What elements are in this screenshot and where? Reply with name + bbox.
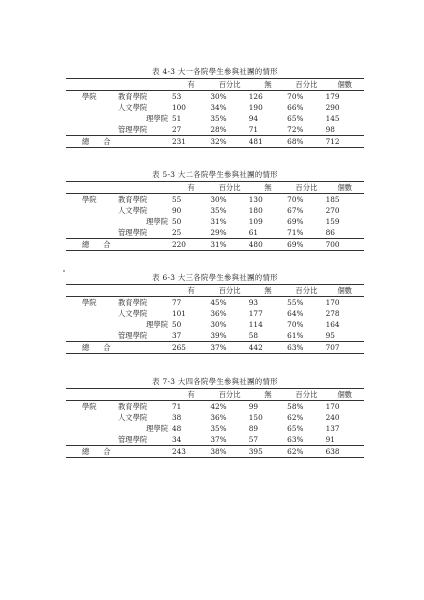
table-row: [66, 102, 364, 113]
cell-value: 180: [248, 206, 263, 215]
total-label: [66, 342, 116, 354]
cell-value: 30%: [210, 320, 227, 329]
table-body: [66, 401, 364, 458]
total-value: 243: [172, 447, 186, 456]
column-header: 有: [187, 286, 195, 295]
table-row: [66, 205, 364, 216]
table-header: [66, 79, 364, 91]
cell-value: 240: [325, 413, 340, 422]
cell-value: 170: [325, 402, 340, 411]
header-empty: [116, 79, 172, 91]
column-header: 百分比: [218, 286, 241, 295]
total-value: 63%: [287, 343, 304, 352]
total-label-char: 合: [103, 447, 111, 456]
cell-value: 93: [248, 298, 259, 307]
column-header: 無: [264, 390, 272, 399]
header-empty: [66, 182, 116, 194]
cell-value: 100: [172, 103, 186, 112]
column-header: 無: [264, 80, 272, 89]
data-table: [66, 284, 364, 354]
total-value: 69%: [287, 240, 304, 249]
cell-value: 190: [248, 103, 263, 112]
cell-value: 34: [172, 435, 182, 444]
total-value: 231: [172, 137, 186, 146]
total-label: [66, 136, 116, 148]
cell-value: 45%: [210, 298, 227, 307]
header-empty: [116, 182, 172, 194]
cell-value: 145: [325, 114, 340, 123]
table-block: [66, 272, 364, 354]
cell-value: 150: [248, 413, 263, 422]
cell-value: 179: [325, 92, 340, 101]
total-empty: [116, 136, 172, 148]
total-value: 480: [248, 240, 263, 249]
row-group-label: [66, 423, 116, 434]
table-row: [66, 330, 364, 342]
college-name: 理學院: [146, 114, 168, 123]
cell-value: 62%: [287, 413, 304, 422]
cell-value: 89: [248, 424, 259, 433]
table-row: [66, 297, 364, 309]
cell-value: 98: [325, 125, 335, 134]
college-name: 理學院: [146, 217, 168, 226]
table-row: [66, 91, 364, 103]
total-empty: [116, 342, 172, 354]
data-table: [66, 181, 364, 251]
cell-value: 185: [325, 195, 340, 204]
cell-value: 51: [172, 114, 182, 123]
cell-value: 58%: [287, 402, 304, 411]
total-row: [66, 342, 364, 354]
cell-value: 94: [248, 114, 259, 123]
cell-value: 72%: [287, 125, 304, 134]
total-label-char: 總: [82, 343, 90, 352]
total-label-char: 總: [82, 137, 90, 146]
cell-value: 55%: [287, 298, 304, 307]
total-label-char: 合: [103, 137, 111, 146]
cell-value: 69%: [287, 217, 304, 226]
total-label-char: 總: [82, 447, 90, 456]
cell-value: 91: [325, 435, 335, 444]
cell-value: 29%: [210, 228, 227, 237]
row-group-label: [66, 124, 116, 136]
total-label-char: 合: [103, 240, 111, 249]
cell-value: 38: [172, 413, 182, 422]
cell-value: 67%: [287, 206, 304, 215]
scan-speck: [63, 270, 65, 272]
table-row: [66, 412, 364, 423]
cell-value: 65%: [287, 114, 304, 123]
column-header: 百分比: [218, 183, 241, 192]
cell-value: 37: [172, 331, 182, 340]
total-value: 265: [172, 343, 186, 352]
table-block: [66, 66, 364, 148]
row-group-label: 學院: [82, 195, 97, 204]
total-label-char: 總: [82, 240, 90, 249]
total-value: 32%: [210, 137, 227, 146]
college-name: 教育學院: [118, 195, 148, 204]
column-header: 個數: [337, 183, 353, 192]
total-value: 62%: [287, 447, 304, 456]
total-value: 638: [325, 447, 340, 456]
table-caption: 表 7-3 大四各院學生參與社團的情形: [152, 377, 278, 386]
cell-value: 65%: [287, 424, 304, 433]
total-value: 700: [325, 240, 340, 249]
column-header: 個數: [337, 286, 353, 295]
cell-value: 77: [172, 298, 182, 307]
table-row: [66, 227, 364, 239]
column-header: 有: [187, 390, 195, 399]
cell-value: 37%: [210, 435, 227, 444]
college-name: 人文學院: [118, 309, 148, 318]
cell-value: 90: [172, 206, 182, 215]
table-row: [66, 319, 364, 330]
cell-value: 70%: [287, 195, 304, 204]
cell-value: 101: [172, 309, 186, 318]
cell-value: 27: [172, 125, 182, 134]
table-row: [66, 216, 364, 227]
cell-value: 290: [325, 103, 340, 112]
college-name: 理學院: [146, 320, 168, 329]
cell-value: 31%: [210, 217, 227, 226]
total-empty: [116, 239, 172, 251]
cell-value: 50: [172, 217, 182, 226]
cell-value: 270: [325, 206, 340, 215]
cell-value: 61%: [287, 331, 304, 340]
total-label-char: 合: [103, 343, 111, 352]
total-value: 707: [325, 343, 340, 352]
college-name: 人文學院: [118, 103, 148, 112]
total-value: 395: [248, 447, 263, 456]
column-header: 無: [264, 286, 272, 295]
table-caption: 表 6-3 大三各院學生參與社團的情形: [152, 273, 278, 282]
row-group-label: 學院: [82, 298, 97, 307]
cell-value: 170: [325, 298, 340, 307]
table-header: [66, 285, 364, 297]
row-group-label: [66, 227, 116, 239]
cell-value: 86: [325, 228, 335, 237]
row-group-label: [66, 216, 116, 227]
header-row: [66, 285, 364, 297]
table-body: [66, 297, 364, 354]
cell-value: 58: [248, 331, 259, 340]
cell-value: 35%: [210, 424, 227, 433]
total-row: [66, 136, 364, 148]
cell-value: 95: [325, 331, 335, 340]
column-header: 有: [187, 80, 195, 89]
cell-value: 164: [325, 320, 340, 329]
table-caption: 表 5-3 大二各院學生參與社團的情形: [152, 170, 278, 179]
table-body: [66, 194, 364, 251]
table-row: [66, 194, 364, 206]
column-header: 百分比: [218, 80, 241, 89]
table-row: [66, 113, 364, 124]
total-label: [66, 239, 116, 251]
cell-value: 278: [325, 309, 340, 318]
cell-value: 70%: [287, 320, 304, 329]
cell-value: 25: [172, 228, 182, 237]
college-name: 教育學院: [118, 92, 148, 101]
row-group-label: [66, 113, 116, 124]
header-empty: [66, 389, 116, 401]
cell-value: 61: [248, 228, 259, 237]
column-header: 百分比: [295, 286, 318, 295]
table-header: [66, 389, 364, 401]
table-row: [66, 423, 364, 434]
college-name: 理學院: [146, 424, 168, 433]
cell-value: 55: [172, 195, 182, 204]
row-group-label: [66, 412, 116, 423]
cell-value: 48: [172, 424, 182, 433]
cell-value: 35%: [210, 206, 227, 215]
cell-value: 109: [248, 217, 263, 226]
row-group-label: [66, 308, 116, 319]
cell-value: 66%: [287, 103, 304, 112]
total-row: [66, 446, 364, 458]
column-header: 百分比: [295, 390, 318, 399]
college-name: 管理學院: [118, 331, 148, 340]
cell-value: 35%: [210, 114, 227, 123]
total-value: 37%: [210, 343, 227, 352]
table-body: [66, 91, 364, 148]
cell-value: 34%: [210, 103, 227, 112]
table-block: [66, 169, 364, 251]
column-header: 有: [187, 183, 195, 192]
total-value: 38%: [210, 447, 227, 456]
row-group-label: 學院: [82, 402, 97, 411]
total-value: 68%: [287, 137, 304, 146]
column-header: 無: [264, 183, 272, 192]
cell-value: 30%: [210, 92, 227, 101]
row-group-label: [66, 205, 116, 216]
table-block: [66, 376, 364, 458]
total-value: 481: [248, 137, 263, 146]
total-value: 712: [325, 137, 340, 146]
table-row: [66, 434, 364, 446]
header-row: [66, 79, 364, 91]
column-header: 百分比: [295, 80, 318, 89]
cell-value: 126: [248, 92, 263, 101]
college-name: 教育學院: [118, 402, 148, 411]
college-name: 管理學院: [118, 125, 148, 134]
college-name: 教育學院: [118, 298, 148, 307]
table-row: [66, 401, 364, 413]
row-group-label: 學院: [82, 92, 97, 101]
cell-value: 39%: [210, 331, 227, 340]
total-empty: [116, 446, 172, 458]
row-group-label: [66, 434, 116, 446]
header-row: [66, 182, 364, 194]
row-group-label: [66, 102, 116, 113]
cell-value: 70%: [287, 92, 304, 101]
column-header: 個數: [337, 390, 353, 399]
data-table: [66, 388, 364, 458]
cell-value: 71: [248, 125, 259, 134]
total-label: [66, 446, 116, 458]
cell-value: 42%: [210, 402, 227, 411]
cell-value: 99: [248, 402, 259, 411]
table-caption: 表 4-3 大一各院學生參與社團的情形: [152, 67, 278, 76]
total-row: [66, 239, 364, 251]
cell-value: 177: [248, 309, 263, 318]
header-empty: [66, 285, 116, 297]
table-row: [66, 124, 364, 136]
header-empty: [116, 285, 172, 297]
cell-value: 64%: [287, 309, 304, 318]
cell-value: 36%: [210, 413, 227, 422]
cell-value: 57: [248, 435, 259, 444]
cell-value: 137: [325, 424, 340, 433]
table-header: [66, 182, 364, 194]
cell-value: 130: [248, 195, 263, 204]
header-empty: [66, 79, 116, 91]
column-header: 個數: [337, 80, 353, 89]
cell-value: 63%: [287, 435, 304, 444]
cell-value: 28%: [210, 125, 227, 134]
total-value: 31%: [210, 240, 227, 249]
college-name: 管理學院: [118, 228, 148, 237]
data-table: [66, 78, 364, 148]
total-value: 220: [172, 240, 186, 249]
cell-value: 159: [325, 217, 340, 226]
column-header: 百分比: [295, 183, 318, 192]
row-group-label: [66, 319, 116, 330]
cell-value: 50: [172, 320, 182, 329]
college-name: 人文學院: [118, 413, 148, 422]
cell-value: 114: [248, 320, 263, 329]
header-empty: [116, 389, 172, 401]
header-row: [66, 389, 364, 401]
row-group-label: [66, 330, 116, 342]
column-header: 百分比: [218, 390, 241, 399]
table-row: [66, 308, 364, 319]
cell-value: 71%: [287, 228, 304, 237]
college-name: 管理學院: [118, 435, 148, 444]
cell-value: 53: [172, 92, 182, 101]
cell-value: 71: [172, 402, 182, 411]
cell-value: 36%: [210, 309, 227, 318]
total-value: 442: [248, 343, 263, 352]
college-name: 人文學院: [118, 206, 148, 215]
cell-value: 30%: [210, 195, 227, 204]
